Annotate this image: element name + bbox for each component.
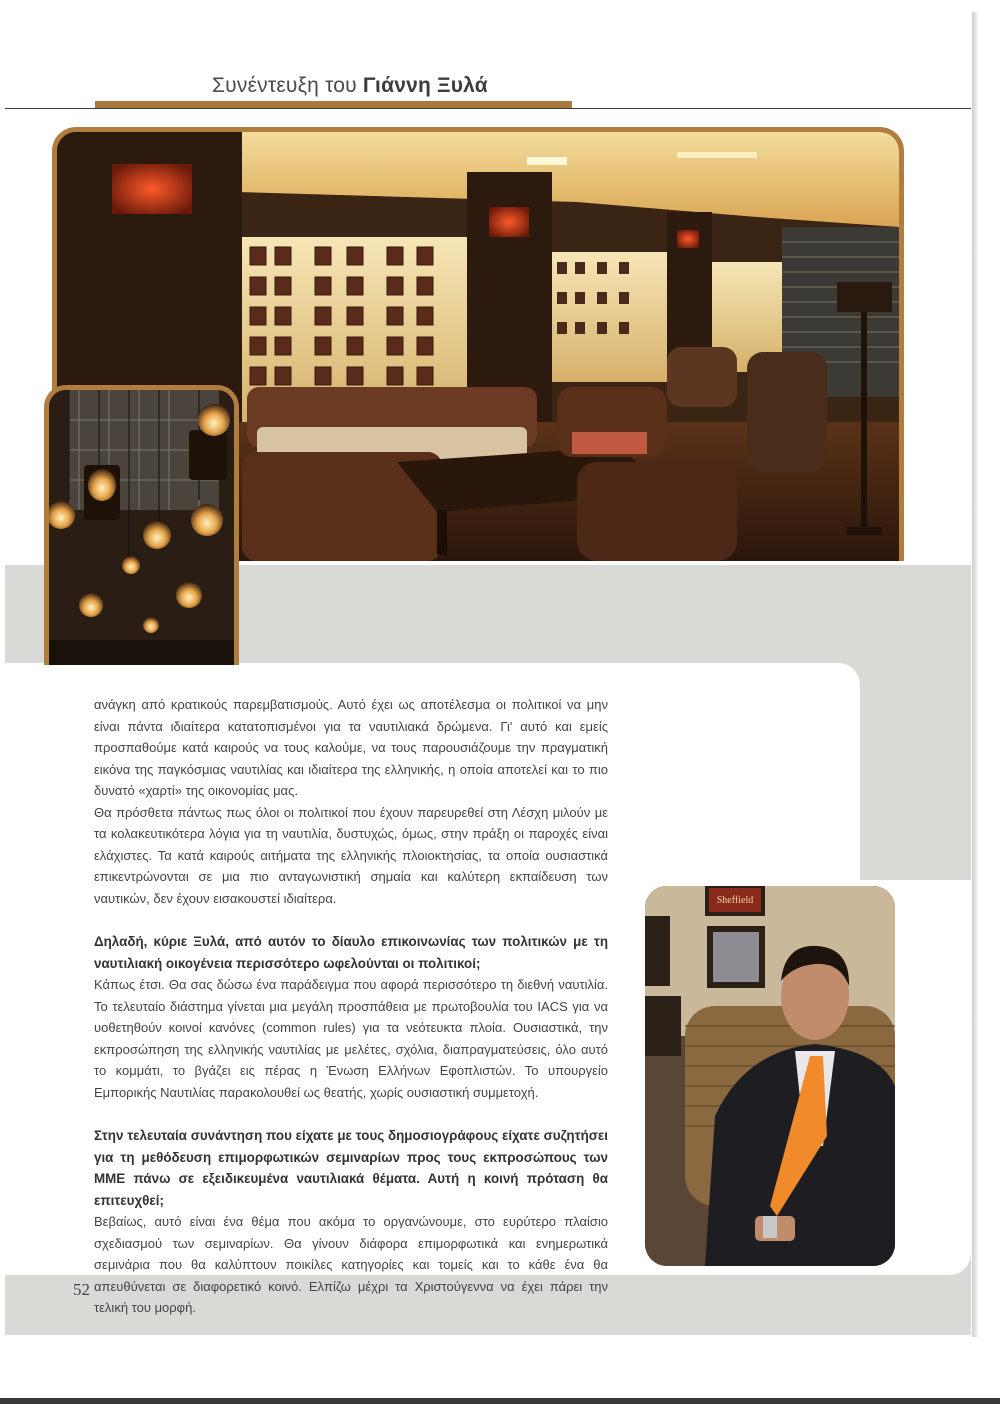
header-title-prefix: Συνέντευξη του	[212, 74, 357, 97]
scan-edge-right	[972, 12, 978, 1337]
scan-edge-bottom	[0, 1398, 1000, 1404]
pendant-lamps-photo	[44, 385, 239, 665]
paragraph-1: ανάγκη από κρατικούς παρεμβατισμούς. Αυτό έχει ως αποτέλεσμα οι πολιτικοί να μην είναι πάντα ιδιαίτερα κατατοπισμένοι για τα ναυτιλιακά δρώμενα. Γι' αυτό και εμείς προσπαθούμε κατά καιρούς να τους καλούμε, να τους παρουσιάζουμε την πραγματική εικόνα της παγκόσμιας ναυτιλίας και ιδιαίτερα της ελληνικής, η οποία αποτελεί και το πιο δυνατό «χαρτί» της οικονομίας μας.	[94, 697, 608, 798]
answer-1: Κάπως έτσι. Θα σας δώσω ένα παράδειγμα που αφορά περισσότερο τη διεθνή ναυτιλία. Το τελευταίο διάστημα γίνεται μια μεγάλη προσπάθεια με πρωτοβουλία του IACS για να υοθετηθούν κοινοί κανόνες (common rules) για τα νεότευκτα πλοία. Ουσιαστικά, την εκπροσώπηση της ελληνικής ναυτιλίας με μελέτες, σχόλια, διαπραγματεύσεις, όλο αυτό το κομμάτι, το βγάζει εις πέρας η Ένωση Ελλήνων Εφοπλιστών. Το υπουργείο Εμπορικής Ναυτιλίας παρακολουθεί ως θεατής, χωρίς ουσιαστική συμμετοχή.	[94, 977, 608, 1100]
header-title-name: Γιάννη Ξυλά	[362, 74, 488, 97]
portrait-photo	[645, 886, 895, 1266]
page-number: 52	[73, 1280, 90, 1299]
header-rule	[5, 108, 971, 109]
answer-2: Βεβαίως, αυτό είναι ένα θέμα που ακόμα το οργανώνουμε, στο ευρύτερο πλαίσιο σχεδιασμού των σεμιναρίων. Θα γίνουν διάφορα επιμορφωτικά και ενημερωτικά σεμινάρια που θα καλύπτουν ποικίλες κατηγορίες και τομείς και το κάθε ένα θα απευθύνεται σε διαφορετικό κοινό. Ελπίζω μέχρι τα Χριστούγεννα να έχει πάρει την τελική του μορφή.	[94, 1214, 608, 1315]
article-body	[94, 694, 608, 1319]
question-1: Δηλαδή, κύριε Ξυλά, από αυτόν το δίαυλο επικοινωνίας των πολιτικών με τη ναυτιλιακή οικογένεια περισσότερο ωφελούνται οι πολιτικοί;	[94, 934, 608, 971]
portrait-frame-sign: Sheffield	[716, 895, 754, 906]
page-header-title	[212, 74, 488, 98]
question-2: Στην τελευταία συνάντηση που είχατε με τους δημοσιογράφους είχατε συζητήσει για τη μεθόδευση επιμορφωτικών σεμιναρίων προς τους εκπροσώπους των ΜΜΕ πάνω σε εξειδικευμένα ναυτιλιακά θέματα. Αυτή η κοινή πρόταση θα επιτευχθεί;	[94, 1128, 608, 1208]
header-accent-bar	[95, 101, 572, 108]
paragraph-2: Θα πρόσθετα πάντως πως όλοι οι πολιτικοί που έχουν παρευρεθεί στη Λέσχη μιλούν με τα κολακευτικότερα λόγια για τη ναυτιλία, δυστυχώς, όμως, στην πράξη οι παροχές είναι ελάχιστες. Τα κατά καιρούς αιτήματα της ελληνικής πλοιοκτησίας, τα οποία ουσιαστικά επικεντρώνονται σε μια πιο ανταγωνιστική σημαία και καλύτερη εκπαίδευση των ναυτικών, δεν έχουν εισακουστεί ιδιαίτερα.	[94, 804, 608, 906]
